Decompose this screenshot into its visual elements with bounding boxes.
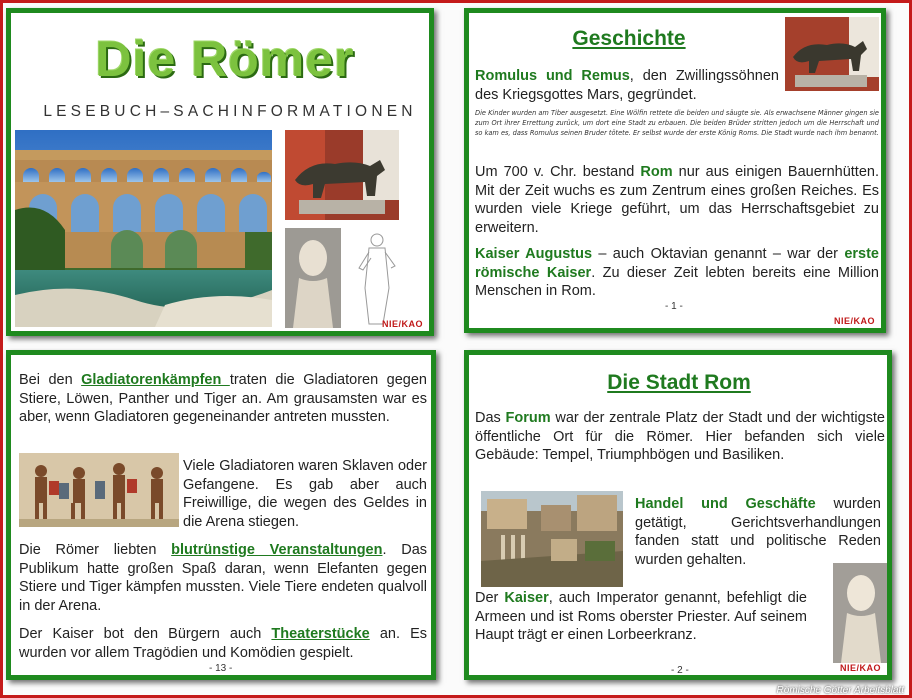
- paragraph-augustus: [475, 245, 879, 301]
- paragraph-theater: [19, 625, 427, 662]
- text-segment: Bei den: [19, 372, 82, 388]
- text-segment: nur aus einigen Bauernhütten. Mit der Zeit wuchs es zum Zentrum eines großen Reiches. Es wurden viele Kriege geführt, um das Herrschaftsgebiet zu erweitern.: [475, 164, 879, 236]
- gladiator-mosaic-image: [19, 453, 179, 527]
- term-gladiatorenkaempfe: Gladiatorenkämpfen: [81, 372, 230, 388]
- text-segment: an. Es wurden vor allem Tragödien und Komödien gespielt.: [19, 626, 427, 661]
- paragraph-kaiser: [475, 589, 807, 645]
- page-number: - 13 -: [209, 663, 233, 674]
- she-wolf-statue-photo: [285, 130, 399, 220]
- card-stadt-rom: [464, 350, 892, 680]
- toga-figure-sketch: [347, 228, 407, 328]
- text-segment: wurden getätigt, Gerichtsverhandlungen fanden statt und politische Reden wurden gehalten.: [635, 496, 881, 568]
- small-note-legend: Die Kinder wurden am Tiber ausgesetzt. Eine Wölfin rettete die beiden und säugte sie. Als erwachsene Männer gingen sie zum Ort ihrer Errettung zurück, um dort eine Stadt zu erbauen. Die beiden Brüder stritten jedoch um die Herrschaft und so kam es, dass Romulus seinen Bruder tötete. Er selbst wurde der erste König Roms. Die Stadt wurde nach ihm benannt.: [475, 109, 879, 137]
- forum-romanum-photo: [481, 491, 623, 587]
- paragraph-rom: [475, 163, 879, 237]
- footer-caption: Römische Götter Arbeitsblatt: [776, 685, 904, 696]
- paragraph-handel: [635, 495, 881, 569]
- paragraph-sklaven: Viele Gladiatoren waren Sklaven oder Gefangene. Es gab aber auch Freiwillige, die wegen des Geldes in die Arena stiegen.: [183, 458, 427, 530]
- paragraph-romulus: [475, 67, 779, 104]
- term-blutruenstige-veranstaltungen: blutrünstige Veranstaltungen: [171, 542, 383, 558]
- text-segment: Das: [475, 410, 506, 426]
- term-rom: Rom: [640, 164, 673, 180]
- text-segment: Der Kaiser bot den Bürgern auch: [19, 626, 272, 642]
- term-theaterstuecke: Theaterstücke: [271, 626, 370, 642]
- subtitle: LESEBUCH–SACHINFORMATIONEN: [43, 103, 417, 120]
- she-wolf-statue-photo-small: [785, 17, 879, 91]
- emperor-bust-photo: [285, 228, 341, 328]
- term-handel-geschaefte: Handel und Geschäfte: [635, 496, 816, 512]
- text-segment: Um 700 v. Chr. bestand: [475, 164, 641, 180]
- page-number: - 2 -: [671, 665, 689, 676]
- card-geschichte: [464, 8, 886, 333]
- emperor-bust-photo-small: [833, 563, 889, 663]
- card-gladiatoren: [6, 350, 436, 680]
- section-title-geschichte: Geschichte: [572, 27, 686, 50]
- page-number: - 1 -: [665, 301, 683, 312]
- term-erster-kaiser: erste römische Kaiser: [475, 246, 879, 281]
- text-segment: Der: [475, 590, 505, 606]
- text-segment: war der zentrale Platz der Stadt und der wichtigste öffentliche Ort für die Römer. Hier befanden sich viele Gebäude: Tempel, Triumphbögen und Basiliken.: [475, 410, 885, 463]
- term-kaiser: Kaiser: [504, 590, 549, 606]
- aqueduct-photo: [15, 130, 272, 327]
- term-forum: Forum: [505, 410, 551, 426]
- text-segment: , den Zwillingssöhnen des Kriegsgottes Mars, gegründet.: [475, 68, 779, 103]
- paragraph-gladiatorenkaempfe: [19, 371, 427, 427]
- text-segment: traten die Gladiatoren gegen Stiere, Löwen, Panther und Tiger an. Am grausamsten war es aber, wenn Gladiatoren gegeneinander antreten mussten.: [19, 372, 427, 425]
- paragraph-veranstaltungen: [19, 541, 427, 615]
- term-kaiser-augustus: Kaiser Augustus: [475, 246, 593, 262]
- term-romulus-remus: Romulus und Remus: [475, 68, 630, 84]
- text-segment: . Das Publikum hatte großen Spaß daran, wenn Elefanten gegen Stiere und Tiger kämpfen mussten. Viele Tiere endeten qualvoll in der Arena.: [19, 542, 428, 614]
- section-title-stadt-rom: Die Stadt Rom: [607, 371, 751, 394]
- author-signature: NIE/KAO: [833, 316, 875, 326]
- text-segment: Die Römer liebten: [19, 542, 172, 558]
- text-segment: . Zu dieser Zeit lebten bereits eine Million Menschen in Rom.: [475, 264, 879, 299]
- main-title: Die Römer: [95, 31, 355, 87]
- text-segment: , auch Imperator genannt, befehligt die Armeen und ist Roms oberster Priester. Auf seinem Haupt trägt er einen Lorbeerkranz.: [475, 590, 807, 643]
- text-segment: – auch Oktavian genannt – war der: [592, 246, 845, 262]
- author-signature: NIE/KAO: [381, 319, 423, 329]
- paragraph-forum: [475, 409, 885, 465]
- card-title-page: [6, 8, 434, 336]
- author-signature: NIE/KAO: [839, 663, 881, 673]
